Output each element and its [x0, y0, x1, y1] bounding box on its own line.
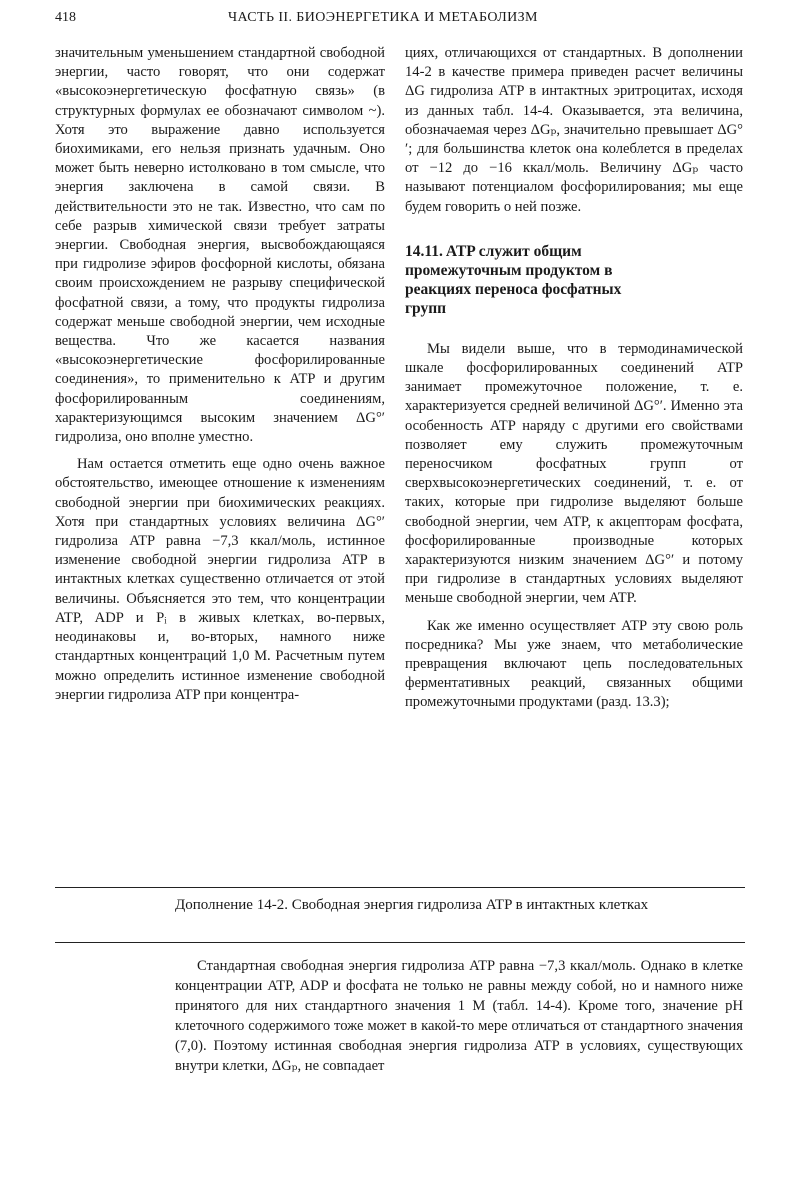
right-paragraph-1: циях, отличающихся от стандартных. В дополнении 14-2 в качестве примера приведен расчет величины ΔG гидролиза ATP в интактных эритроцитах, исходя из данных табл. 14-4. Оказывается, эта величина, обозначаемая через ΔGₚ, значительно превышает ΔG°′; для большинства клеток она колеблется в пределах от −12 до −16 ккал/моль. Величину ΔGₚ часто называют потенциалом фосфорилирования; мы еще будем говорить о ней позже. — [405, 45, 743, 215]
supplement-title-rule — [55, 942, 745, 943]
left-paragraph-1: значительным уменьшением стандартной свободной энергии, часто говорят, что они содержат «высокоэнергетическую фосфатную связь» (в структурных формулах ее обозначают символом ~). Хотя это выражение давно используется биохимиками, его нельзя признать удачным. Оно может быть неверно истолковано в том смысле, что энергия заключена в самой связи. В действительности это не так. Известно, что сам по себе разрыв химической связи требует затраты энергии. Свободная энергия, высвобождающаяся при гидролизе эфиров фосфорной кислоты, обязана своим происхождением не разрыву специфической фосфатной связи, а тому, что продукты гидролиза содержат меньше свободной энергии, чем исходные вещества. Что же касается названия «высокоэнергетические фосфорилированные соединения», то применительно к ATP и другим фосфорилированным соединениям, характеризующимся высоким значением ΔG°′ гидролиза, оно вполне уместно. — [55, 45, 385, 446]
page-number: 418 — [55, 10, 76, 25]
supplement-paragraph: Стандартная свободная энергия гидролиза ATP равна −7,3 ккал/моль. Однако в клетке концентрации ATP, ADP и фосфата не только не равны между собой, но и намного ниже принятого для них стандартного значения 1 M (табл. 14-4). Кроме того, значение pH клеточного содержимого тоже может в какой-то мере отличаться от стандартного значения (7,0). Поэтому истинная свободная энергия гидролиза ATP в условиях, существующих внутри клетки, ΔGₚ, не совпадает — [175, 958, 743, 1074]
page-header — [55, 10, 745, 34]
right-paragraph-3: Как же именно осуществляет ATP эту свою роль посредника? Мы уже знаем, что метаболические превращения включают цепь последовательных ферментативных реакций, связанных общими промежуточными продуктами (разд. 13.3); — [405, 617, 743, 711]
supplement-top-rule — [55, 887, 745, 888]
right-column — [405, 44, 743, 713]
left-column — [55, 44, 385, 705]
supplement-title: Дополнение 14-2. Свободная энергия гидролиза ATP в интактных клетках — [175, 897, 649, 913]
running-head: ЧАСТЬ II. БИОЭНЕРГЕТИКА И МЕТАБОЛИЗМ — [228, 10, 538, 25]
supplement-body — [175, 956, 743, 1076]
left-paragraph-2: Нам остается отметить еще одно очень важное обстоятельство, имеющее отношение к изменениям свободной энергии при биохимических реакциях. Хотя при стандартных условиях величина ΔG°′ гидролиза ATP равна −7,3 ккал/моль, истинное изменение свободной энергии гидролиза ATP в интактных клетках существенно отличается от этой величины. Объясняется это тем, что концентрации ATP, ADP и Pᵢ в живых клетках, во-первых, неодинаковы и, во-вторых, намного ниже стандартных концентраций 1,0 M. Расчетным путем можно определить истинное изменение свободной энергии гидролиза ATP при концентра- — [55, 456, 385, 703]
right-paragraph-2: Мы видели выше, что в термодинамической шкале фосфорилированных соединений ATP занимает промежуточное положение, т. е. характеризуется средней величиной ΔG°′. Именно эта особенность ATP наряду с другими его свойствами позволяет ему служить промежуточным переносчиком фосфатных групп от сверхвысокоэнергетических соединений, т. е. от таких, которые при гидролизе выделяют больше свободной энергии, чем ATP, к акцепторам фосфата, фосфорилированные производные которых характеризуются низким значением ΔG°′ и потому при гидролизе в стандартных условиях выделяют меньше свободной энергии, чем ATP. — [405, 340, 743, 607]
section-heading: 14.11. ATP служит общим промежуточным продуктом в реакциях переноса фосфатных групп — [405, 242, 622, 317]
